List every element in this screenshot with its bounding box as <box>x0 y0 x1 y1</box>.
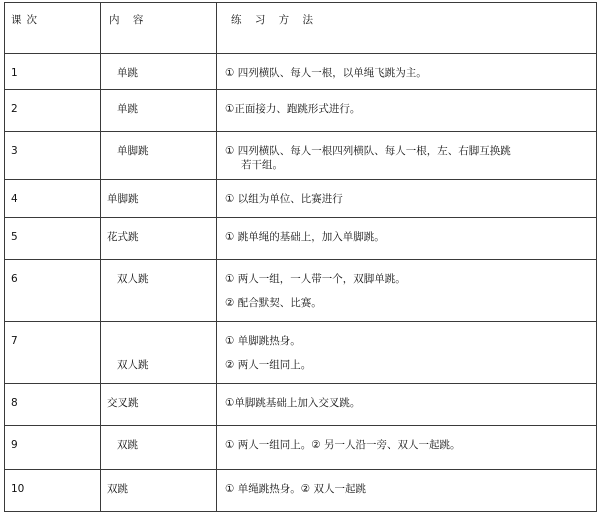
lesson-number: 2 <box>5 90 101 132</box>
table-row <box>5 90 597 132</box>
lesson-content: 单脚跳 <box>101 180 217 218</box>
lesson-content: 交叉跳 <box>101 384 217 426</box>
lesson-number: 8 <box>5 384 101 426</box>
lesson-method: ① 跳单绳的基础上，加入单脚跳。 <box>217 218 597 260</box>
lesson-method: ①单脚跳基础上加入交叉跳。 <box>217 384 597 426</box>
lesson-number: 7 <box>5 322 101 384</box>
lesson-plan-table <box>4 2 597 512</box>
lesson-number: 6 <box>5 260 101 322</box>
lesson-number: 3 <box>5 132 101 180</box>
lesson-number: 4 <box>5 180 101 218</box>
lesson-content: 双跳 <box>101 426 217 470</box>
table-row <box>5 132 597 180</box>
lesson-method: ① 单绳跳热身。② 双人一起跳 <box>217 470 597 512</box>
lesson-content: 花式跳 <box>101 218 217 260</box>
table-row <box>5 470 597 512</box>
lesson-method: ① 四列横队、每人一根，以单绳飞跳为主。 <box>217 54 597 90</box>
lesson-content: 双人跳 <box>101 322 217 384</box>
table-row <box>5 180 597 218</box>
header-content: 内 容 <box>101 3 217 54</box>
table-row <box>5 218 597 260</box>
lesson-number: 5 <box>5 218 101 260</box>
lesson-content: 单跳 <box>101 54 217 90</box>
header-method: 练 习 方 法 <box>217 3 597 54</box>
lesson-content: 单跳 <box>101 90 217 132</box>
lesson-content: 单脚跳 <box>101 132 217 180</box>
lesson-method: ① 两人一组，一人带一个，双脚单跳。 ② 配合默契、比赛。 <box>217 260 597 322</box>
lesson-content: 双人跳 <box>101 260 217 322</box>
lesson-number: 9 <box>5 426 101 470</box>
header-lesson: 课次 <box>5 3 101 54</box>
lesson-method: ① 以组为单位、比赛进行 <box>217 180 597 218</box>
lesson-number: 10 <box>5 470 101 512</box>
table-row <box>5 322 597 384</box>
table-header-row <box>5 3 597 54</box>
table-row <box>5 260 597 322</box>
lesson-method: ① 四列横队、每人一根四列横队、每人一根，左、右脚互换跳 若干组。 <box>217 132 597 180</box>
table-row <box>5 384 597 426</box>
table-row <box>5 54 597 90</box>
table-row <box>5 426 597 470</box>
lesson-content: 双跳 <box>101 470 217 512</box>
lesson-method: ① 两人一组同上。② 另一人沿一旁、双人一起跳。 <box>217 426 597 470</box>
lesson-number: 1 <box>5 54 101 90</box>
lesson-method: ① 单脚跳热身。 ② 两人一组同上。 <box>217 322 597 384</box>
lesson-method: ①正面接力、跑跳形式进行。 <box>217 90 597 132</box>
